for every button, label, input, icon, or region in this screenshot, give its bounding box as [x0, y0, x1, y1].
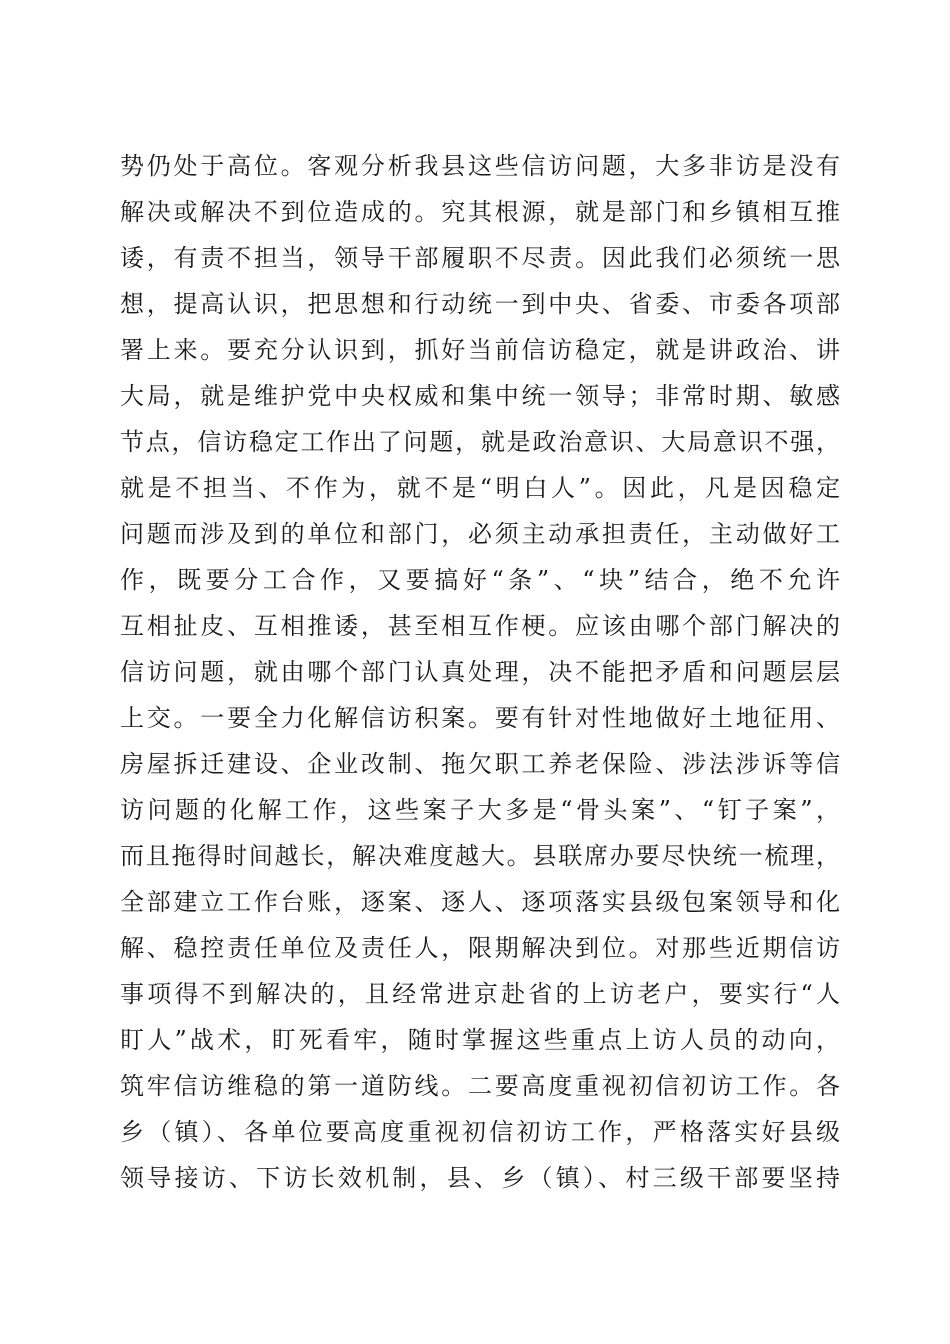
text-line: 诿，有责不担当，领导干部履职不尽责。因此我们必须统一思 [120, 244, 840, 272]
text-line: 事项得不到解决的，且经常进京赴省的上访老户，要实行“人 [120, 980, 840, 1008]
text-line: 大局，就是维护党中央权威和集中统一领导；非常时期、敏感 [120, 382, 840, 410]
text-line: 解决或解决不到位造成的。究其根源，就是部门和乡镇相互推 [120, 198, 840, 226]
text-line: 势仍处于高位。客观分析我县这些信访问题，大多非访是没有 [120, 152, 840, 180]
text-line: 作，既要分工合作，又要搞好“条”、“块”结合，绝不允许 [120, 566, 840, 594]
text-line: 房屋拆迁建设、企业改制、拖欠职工养老保险、涉法涉诉等信 [120, 750, 840, 778]
text-line: 领导接访、下访长效机制，县、乡（镇）、村三级干部要坚持 [120, 1164, 840, 1192]
body-text [120, 143, 840, 1201]
text-line: 互相扯皮、互相推诿，甚至相互作梗。应该由哪个部门解决的 [120, 612, 840, 640]
text-line: 想，提高认识，把思想和行动统一到中央、省委、市委各项部 [120, 290, 840, 318]
text-line: 乡（镇）、各单位要高度重视初信初访工作，严格落实好县级 [120, 1118, 840, 1146]
text-line: 问题而涉及到的单位和部门，必须主动承担责任，主动做好工 [120, 520, 840, 548]
text-line: 筑牢信访维稳的第一道防线。二要高度重视初信初访工作。各 [120, 1072, 840, 1100]
text-line: 就是不担当、不作为，就不是“明白人”。因此，凡是因稳定 [120, 474, 840, 502]
text-line: 盯人”战术，盯死看牢，随时掌握这些重点上访人员的动向， [120, 1026, 840, 1054]
text-line: 署上来。要充分认识到，抓好当前信访稳定，就是讲政治、讲 [120, 336, 840, 364]
text-line: 上交。一要全力化解信访积案。要有针对性地做好土地征用、 [120, 704, 840, 732]
text-line: 访问题的化解工作，这些案子大多是“骨头案”、“钉子案”， [120, 796, 840, 824]
text-line: 而且拖得时间越长，解决难度越大。县联席办要尽快统一梳理， [120, 842, 840, 870]
text-line: 节点，信访稳定工作出了问题，就是政治意识、大局意识不强， [120, 428, 840, 456]
text-line: 信访问题，就由哪个部门认真处理，决不能把矛盾和问题层层 [120, 658, 840, 686]
text-line: 全部建立工作台账，逐案、逐人、逐项落实县级包案领导和化 [120, 888, 840, 916]
text-line: 解、稳控责任单位及责任人，限期解决到位。对那些近期信访 [120, 934, 840, 962]
